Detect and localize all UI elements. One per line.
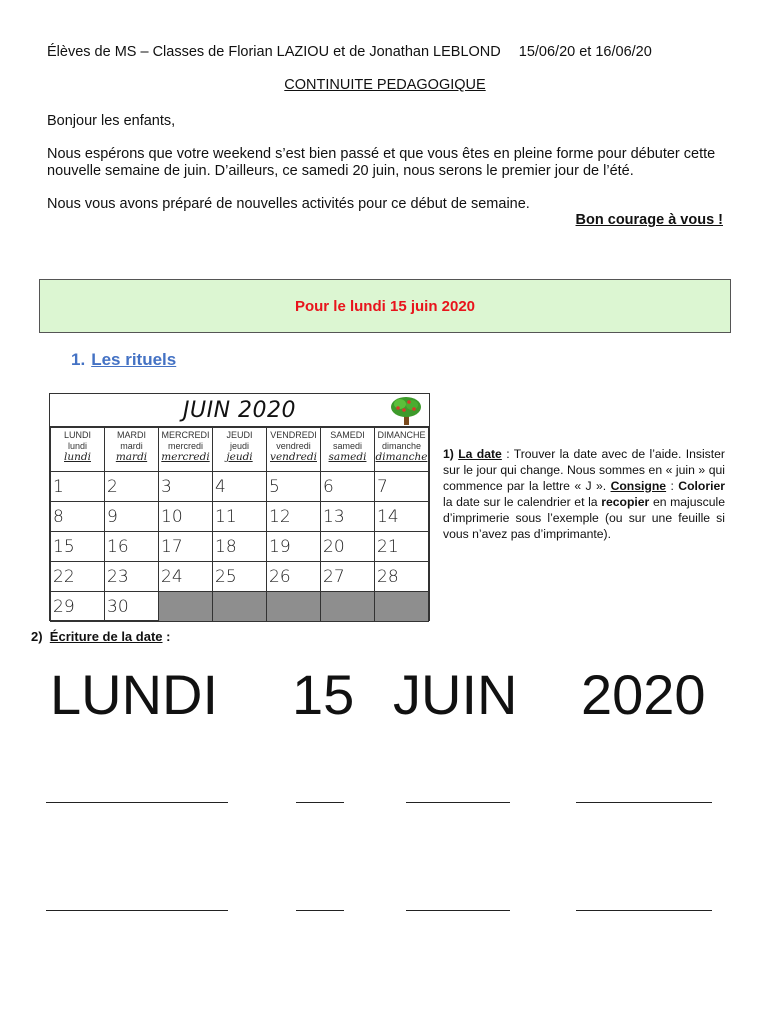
- calendar-empty-cell: [159, 592, 213, 622]
- weekday-lundi: LUNDI lundi lundi: [51, 428, 105, 472]
- weekday-samedi: SAMEDI samedi samedi: [321, 428, 375, 472]
- write-line-day-1[interactable]: [46, 802, 228, 803]
- day-banner-label: Pour le lundi 15 juin 2020: [294, 297, 476, 315]
- calendar-day-cell: 20: [321, 532, 375, 562]
- page-title: CONTINUITE PEDAGOGIQUE: [284, 77, 486, 93]
- tree-icon: [389, 396, 423, 426]
- calendar-grid: [50, 427, 429, 622]
- write-line-month-1[interactable]: [406, 802, 510, 803]
- model-day: LUNDI: [50, 663, 219, 726]
- calendar-empty-cell: [375, 592, 429, 622]
- calendar-day-cell: 23: [105, 562, 159, 592]
- calendar-day-cell: 7: [375, 472, 429, 502]
- calendar-day-cell: 22: [51, 562, 105, 592]
- write-line-number-2[interactable]: [296, 910, 344, 911]
- activities-paragraph: Nous vous avons préparé de nouvelles activités pour ce début de semaine.: [47, 196, 530, 212]
- weekday-dimanche: DIMANCHE dimanche dimanche: [375, 428, 429, 472]
- calendar-day-cell: 1: [51, 472, 105, 502]
- model-month: JUIN: [393, 663, 518, 726]
- calendar-day-cell: 11: [213, 502, 267, 532]
- calendar-day-cell: 17: [159, 532, 213, 562]
- write-line-year-1[interactable]: [576, 802, 712, 803]
- calendar-week-row: [51, 472, 429, 502]
- calendar-title: JUIN 2020: [50, 394, 429, 427]
- calendar-day-cell: 25: [213, 562, 267, 592]
- calendar-day-cell: 18: [213, 532, 267, 562]
- calendar: [49, 393, 430, 621]
- signoff: Bon courage à vous !: [575, 212, 723, 228]
- calendar-day-cell: 26: [267, 562, 321, 592]
- weekday-vendredi: VENDREDI vendredi vendredi: [267, 428, 321, 472]
- calendar-day-cell: 24: [159, 562, 213, 592]
- write-line-day-2[interactable]: [46, 910, 228, 911]
- calendar-day-cell: 8: [51, 502, 105, 532]
- calendar-day-cell: 30: [105, 592, 159, 622]
- section-ecriture-heading: 2) Écriture de la date :: [31, 629, 171, 644]
- section-title: Écriture de la date: [49, 629, 163, 644]
- section-title: Les rituels: [91, 350, 177, 369]
- calendar-day-cell: 16: [105, 532, 159, 562]
- calendar-day-cell: 13: [321, 502, 375, 532]
- calendar-day-cell: 15: [51, 532, 105, 562]
- calendar-empty-cell: [267, 592, 321, 622]
- calendar-weekday-row: [51, 428, 429, 472]
- calendar-day-cell: 3: [159, 472, 213, 502]
- day-banner: [39, 279, 731, 333]
- calendar-empty-cell: [213, 592, 267, 622]
- weekday-mercredi: MERCREDI mercredi mercredi: [159, 428, 213, 472]
- header-dates: 15/06/20 et 16/06/20: [518, 44, 652, 60]
- intro-paragraph: Nous espérons que votre weekend s’est bien passé et que vous êtes en pleine forme pour débuter cette nouvelle semaine de juin. D’ailleurs, ce samedi 20 juin, nous serons le premier jour de l’été.: [47, 146, 716, 179]
- calendar-day-cell: 9: [105, 502, 159, 532]
- write-line-year-2[interactable]: [576, 910, 712, 911]
- calendar-week-row: [51, 532, 429, 562]
- greeting: Bonjour les enfants,: [47, 113, 176, 129]
- calendar-day-cell: 27: [321, 562, 375, 592]
- write-line-number-1[interactable]: [296, 802, 344, 803]
- section-number: 2): [31, 629, 43, 644]
- calendar-day-cell: 19: [267, 532, 321, 562]
- document-header: [47, 44, 652, 60]
- calendar-day-cell: 14: [375, 502, 429, 532]
- calendar-day-cell: 6: [321, 472, 375, 502]
- model-year: 2020: [581, 663, 706, 726]
- calendar-week-row: [51, 592, 429, 622]
- calendar-day-cell: 4: [213, 472, 267, 502]
- calendar-day-cell: 28: [375, 562, 429, 592]
- weekday-jeudi: JEUDI jeudi jeudi: [213, 428, 267, 472]
- calendar-day-cell: 12: [267, 502, 321, 532]
- date-instructions: 1) La date : Trouver la date avec de l’aide. Insister sur le jour qui change. Nous sommes en « juin » qui commence par la lettre « J ». Consigne : Colorier la date sur le calendrier et la recopier en majuscule d’imprimerie sous l’exemple (ou sur une feuille si vous n’avez pas d’imprimante).: [443, 447, 725, 541]
- section-number: 1.: [71, 350, 86, 369]
- model-number: 15: [292, 663, 355, 726]
- weekday-mardi: MARDI mardi mardi: [105, 428, 159, 472]
- calendar-day-cell: 2: [105, 472, 159, 502]
- calendar-day-cell: 5: [267, 472, 321, 502]
- calendar-day-cell: 10: [159, 502, 213, 532]
- calendar-empty-cell: [321, 592, 375, 622]
- section-rituels-heading: [71, 350, 176, 370]
- calendar-week-row: [51, 562, 429, 592]
- calendar-day-cell: 29: [51, 592, 105, 622]
- header-classes: Élèves de MS – Classes de Florian LAZIOU et de Jonathan LEBLOND: [47, 44, 501, 60]
- calendar-day-cell: 21: [375, 532, 429, 562]
- write-line-month-2[interactable]: [406, 910, 510, 911]
- calendar-week-row: [51, 502, 429, 532]
